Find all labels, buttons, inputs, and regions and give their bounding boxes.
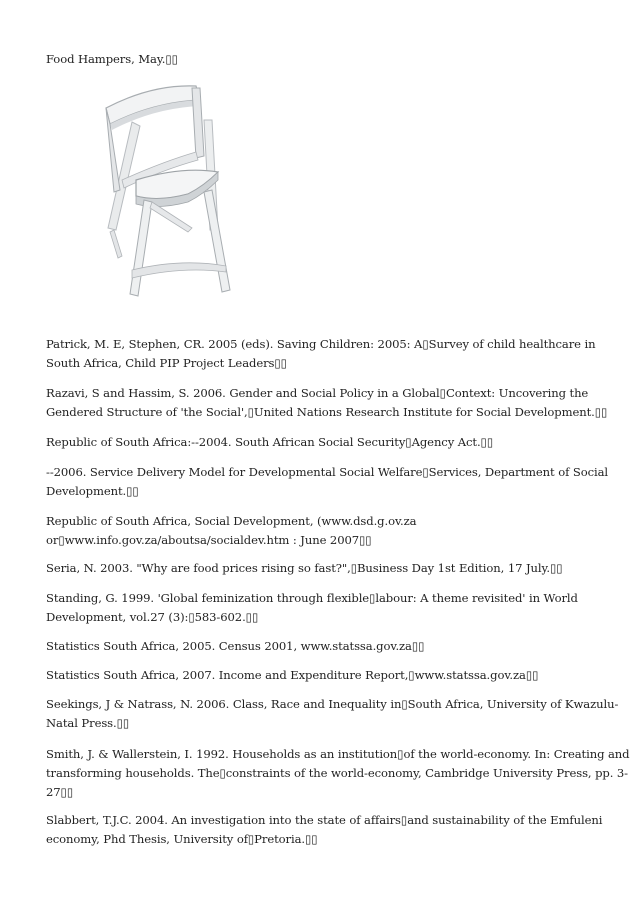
reference-line: Republic of South Africa:--2004. South African Social Security▯Agency Act.▯▯	[46, 435, 494, 449]
reference-line: Statistics South Africa, 2005. Census 2001, www.statssa.gov.za▯▯	[46, 639, 425, 653]
reference-line: South Africa, Child PIP Project Leaders▯▯	[46, 356, 287, 370]
reference-line: Razavi, S and Hassim, S. 2006. Gender and Social Policy in a Global▯Context: Uncovering the	[46, 386, 589, 400]
reference-line: Standing, G. 1999. 'Global feminization through flexible▯labour: A theme revisited' in World	[46, 591, 578, 605]
reference-line: or▯www.info.gov.za/aboutsa/socialdev.htm : June 2007▯▯	[46, 533, 372, 547]
reference-line: Development, vol.27 (3):▯583-602.▯▯	[46, 610, 259, 624]
reference-line: Gendered Structure of 'the Social',▯United Nations Research Institute for Social Development.▯▯	[46, 405, 608, 419]
reference-line: Statistics South Africa, 2007. Income and Expenditure Report,▯www.statssa.gov.za▯▯	[46, 668, 539, 682]
reference-line: Development.▯▯	[46, 484, 139, 498]
top-line: Food Hampers, May.▯▯	[46, 52, 178, 66]
reference-line: Patrick, M. E, Stephen, CR. 2005 (eds). Saving Children: 2005: A▯Survey of child healthcare in	[46, 337, 596, 351]
reference-line: Republic of South Africa, Social Development, (www.dsd.g.ov.za	[46, 514, 417, 528]
reference-line: economy, Phd Thesis, University of▯Pretoria.▯▯	[46, 832, 318, 846]
reference-line: --2006. Service Delivery Model for Developmental Social Welfare▯Services, Department of Social	[46, 465, 608, 479]
reference-line: Slabbert, T.J.C. 2004. An investigation into the state of affairs▯and sustainability of the Emfuleni	[46, 813, 603, 827]
reference-line: Seria, N. 2003. "Why are food prices rising so fast?",▯Business Day 1st Edition, 17 July.▯▯	[46, 561, 563, 575]
chair-image	[92, 80, 252, 325]
reference-line: Smith, J. & Wallerstein, I. 1992. Households as an institution▯of the world-economy. In: Creating and	[46, 747, 630, 761]
reference-line: transforming households. The▯constraints of the world-economy, Cambridge University Press, pp. 3-	[46, 766, 629, 780]
reference-line: Natal Press.▯▯	[46, 716, 130, 730]
reference-line: 27▯▯	[46, 785, 74, 799]
reference-line: Seekings, J & Natrass, N. 2006. Class, Race and Inequality in▯South Africa, University of Kwazulu-	[46, 697, 619, 711]
